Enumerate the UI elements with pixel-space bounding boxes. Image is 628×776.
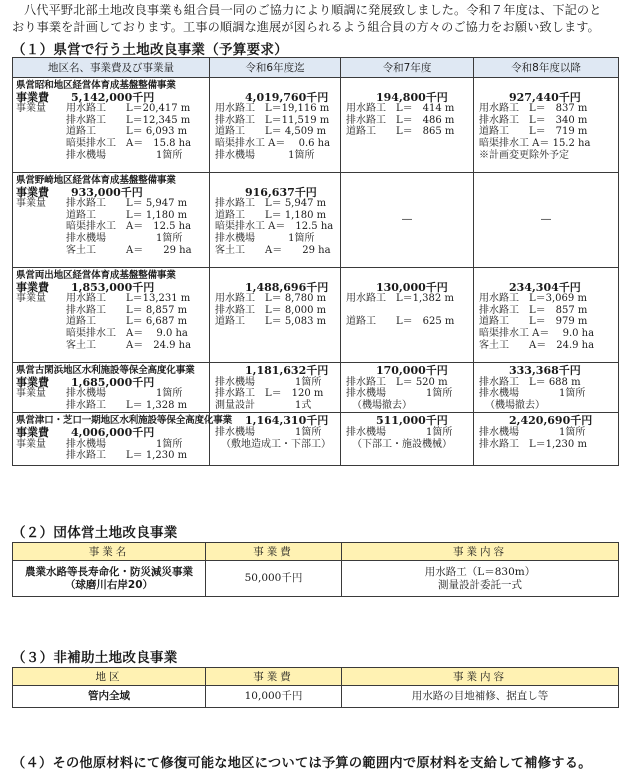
cell-line: [477, 450, 615, 462]
group-project-table: [12, 542, 619, 597]
non-subsidy-table: [12, 667, 619, 708]
cell-c2: [210, 363, 341, 413]
cell-c3: [341, 268, 474, 363]
table-row: [13, 268, 619, 363]
cell-line: 511,000千円: [376, 414, 448, 428]
cell-line: 排水機場 1箇所: [215, 376, 322, 388]
cell-line: [213, 80, 337, 92]
cell-line: 事業費 5,142,000千円: [16, 90, 155, 104]
cell-c1: [13, 78, 210, 173]
cell-line: 客土工 A＝ 29 ha: [215, 244, 331, 256]
cell-c1: [13, 363, 210, 413]
cell-line: 排水路工 L＝ 8,857 m: [16, 304, 188, 316]
cell-line: 事業費 1,853,000千円: [16, 280, 155, 294]
cell-line: 暗渠排水工 A＝ 9.0 ha: [16, 327, 188, 339]
header-area: 地区: [13, 668, 206, 686]
cell-line: 事業量 排水機場 1箇所: [16, 438, 183, 450]
cell-line: 170,000千円: [376, 364, 448, 377]
cell-line: 排水機場 1箇所: [215, 149, 315, 161]
project-name-line2: （球磨川右岸20）: [64, 578, 154, 591]
cell-line: [477, 80, 615, 92]
cell-line: 排水機場 1箇所: [346, 388, 453, 400]
cell-line: 道路工 L＝ 625 m: [346, 316, 455, 328]
cell-line: 事業費 933,000千円: [16, 185, 143, 199]
cell-line: 1,164,310千円: [245, 414, 329, 428]
cell-line: [344, 270, 470, 282]
cell-line: [344, 150, 470, 162]
intro-line-1: 八代平野北部土地改良事業も組合員一同のご協力により順調に発展致しました。令和７年度は、下記のと: [24, 3, 602, 17]
cell-c1: [13, 413, 233, 466]
table-header-row: [13, 58, 619, 78]
cell-line: 客土工 A＝ 29 ha: [16, 244, 192, 256]
table-row: [13, 363, 619, 413]
cell-c3: ―: [341, 173, 474, 268]
project-content-cell: [342, 561, 619, 597]
cell-line: [344, 340, 470, 352]
cell-line: 用水路工 L＝1,382 m: [346, 293, 454, 305]
cell-line: [213, 328, 337, 340]
district-name: 県営昭和地区経営体育成基盤整備事業: [16, 80, 176, 91]
cell-line: 測量設計 1式: [215, 399, 312, 411]
cell-line: ※計画変更除外予定: [479, 149, 569, 161]
cell-line: 排水路工 L＝ 5,947 m: [215, 198, 327, 210]
cell-c1: [13, 173, 210, 268]
cell-line: 用水路工 L＝ 837 m: [479, 103, 588, 115]
header-cost: 事業費: [206, 668, 342, 686]
cell-line: 事業費 4,006,000千円: [16, 425, 155, 439]
intro-paragraph: [12, 2, 618, 36]
cell-line: [344, 328, 470, 340]
cell-line: 333,368千円: [509, 364, 581, 377]
cell-line: [344, 305, 470, 317]
cell-line: 道路工 L＝ 719 m: [479, 126, 588, 138]
cell-line: 2,420,690千円: [509, 414, 593, 428]
cell-line: 排水路工 L＝ 520 m: [346, 376, 448, 388]
cell-line: 客土工 A＝ 24.9 ha: [16, 339, 192, 351]
cell-c4: [474, 413, 619, 466]
intro-line-2: おり事業を計画しております。工事の順調な進展が図られるよう組合員の方々のご協力をお願い致します。: [12, 20, 600, 34]
cell-line: [213, 270, 337, 282]
cell-line: [213, 450, 337, 462]
cell-line: 暗渠排水工 A＝ 15.2 ha: [479, 137, 591, 149]
section1-title: （１）県営で行う土地改良事業（予算要求）: [12, 42, 288, 58]
project-content-line2: 測量設計委託一式: [438, 578, 522, 591]
cell-line: 排水路工 L＝ 1,328 m: [16, 399, 188, 411]
cell-line: （機場撤去）: [485, 399, 545, 411]
cell-line: 排水機場 1箇所: [479, 388, 586, 400]
cell-line: 暗渠排水工 A＝ 0.6 ha: [215, 137, 331, 149]
cell-line: 排水路工 L＝ 1,230 m: [16, 450, 188, 462]
cell-c2: [210, 173, 341, 268]
cell-line: （下部工・施設機械）: [352, 438, 452, 450]
district-name: 県営両出地区経営体育成基盤整備事業: [16, 270, 176, 281]
cell-line: [344, 80, 470, 92]
cell-line: 事業量 排水路工 L＝ 5,947 m: [16, 198, 188, 210]
section3-title: （３）非補助土地改良事業: [12, 650, 178, 666]
section2-title: （２）団体営土地改良事業: [12, 525, 178, 541]
content-cell: 用水路の目地補修、据直し等: [342, 686, 619, 708]
cell-line: 用水路工 L＝3,069 m: [479, 293, 587, 305]
table-header-row: [13, 543, 619, 561]
cell-line: 1,488,696千円: [245, 280, 329, 294]
cell-line: 排水路工 L＝1,230 m: [479, 438, 587, 450]
table-row: [13, 413, 619, 466]
cell-line: 用水路工 L＝ 8,780 m: [215, 293, 327, 305]
cell-line: 排水路工 L＝ 688 m: [479, 376, 581, 388]
cell-line: 4,019,760千円: [245, 90, 329, 104]
cost-cell: 10,000千円: [206, 686, 342, 708]
cell-line: 暗渠排水工 A＝ 15.8 ha: [16, 137, 192, 149]
cell-line: 排水路工 L＝ 120 m: [215, 388, 324, 400]
district-name: 県営津口・芝口一期地区水利施設等保全高度化事業: [16, 415, 233, 427]
project-content-line1: 用水路工（L＝830m）: [424, 565, 536, 578]
cell-c3: [341, 78, 474, 173]
header-content: 事業内容: [342, 668, 619, 686]
district-name: 県営野崎地区経営体育成基盤整備事業: [16, 175, 176, 186]
cell-line: [213, 340, 337, 352]
cell-line: 排水路工 L＝ 486 m: [346, 114, 455, 126]
cell-line: 客土工 A＝ 24.9 ha: [479, 339, 595, 351]
header-r8: 令和8年度以降: [474, 58, 619, 78]
cell-c4: ―: [474, 173, 619, 268]
cell-line: （機場撤去）: [352, 399, 412, 411]
cell-line: 事業量 用水路工 L＝13,231 m: [16, 293, 191, 305]
cell-line: 用水路工 L＝19,116 m: [215, 103, 330, 115]
cell-c3: [341, 413, 474, 466]
cell-line: 道路工 L＝ 1,180 m: [16, 209, 188, 221]
table-row: [13, 686, 619, 708]
district-name: 県営古閑浜地区水利施設等保全高度化事業: [16, 365, 195, 376]
cell-line: 暗渠排水工 A＝ 12.5 ha: [16, 221, 192, 233]
cell-c3: [341, 363, 474, 413]
header-cost: 事業費: [206, 543, 342, 561]
cell-line: 排水機場 1箇所: [16, 149, 183, 161]
cell-line: 道路工 L＝ 5,083 m: [215, 316, 327, 328]
cell-line: 排水路工 L＝ 857 m: [479, 304, 588, 316]
table-row: [13, 173, 619, 268]
table-header-row: [13, 668, 619, 686]
project-cost: 50,000千円: [206, 561, 342, 597]
cell-line: 道路工 L＝ 1,180 m: [215, 209, 327, 221]
header-r6: 令和6年度迄: [210, 58, 341, 78]
cell-line: （敷地造成工・下部工）: [221, 438, 331, 450]
cell-c1: [13, 268, 210, 363]
cell-line: 130,000千円: [376, 280, 448, 294]
cell-line: 916,637千円: [245, 185, 317, 199]
cell-line: 道路工 L＝ 979 m: [479, 316, 588, 328]
header-district: 地区名、事業費及び事業量: [13, 58, 210, 78]
cell-line: 排水路工 L＝12,345 m: [16, 114, 191, 126]
cell-c4: [474, 78, 619, 173]
cell-line: [344, 138, 470, 150]
cell-line: 排水路工 L＝ 340 m: [479, 114, 588, 126]
cell-line: 1,181,632千円: [245, 364, 329, 377]
cell-line: 排水機場 1箇所: [215, 232, 315, 244]
section4-title: （４）その他原材料にて修復可能な地区については予算の範囲内で原材料を支給して補修する。: [12, 756, 592, 771]
cell-c2: [210, 78, 341, 173]
cell-line: 道路工 L＝ 865 m: [346, 126, 455, 138]
cell-line: 事業費 1,685,000千円: [16, 375, 155, 389]
header-project-name: 事業名: [13, 543, 206, 561]
cell-line: 234,304千円: [509, 280, 581, 294]
cell-line: 排水機場 1箇所: [215, 426, 322, 438]
cell-line: 暗渠排水工 A＝ 12.5 ha: [215, 221, 334, 233]
cell-line: 排水路工 L＝11,519 m: [215, 114, 330, 126]
table-row: [13, 561, 619, 597]
cell-line: 暗渠排水工 A＝ 9.0 ha: [479, 327, 595, 339]
cell-line: 927,440千円: [509, 90, 581, 104]
cell-line: 排水路工 L＝ 8,000 m: [215, 304, 327, 316]
cell-line: 194,800千円: [376, 90, 448, 104]
cell-c4: [474, 268, 619, 363]
cell-line: 排水機場 1箇所: [346, 426, 453, 438]
cell-line: 道路工 L＝ 6,687 m: [16, 316, 188, 328]
cell-line: 事業量 用水路工 L＝20,417 m: [16, 103, 191, 115]
project-name-line1: 農業水路等長寿命化・防災減災事業: [25, 565, 193, 578]
cell-line: 用水路工 L＝ 414 m: [346, 103, 455, 115]
cell-line: 排水機場 1箇所: [16, 232, 183, 244]
cell-line: 排水機場 1箇所: [479, 426, 586, 438]
cell-line: 道路工 L＝ 4,509 m: [215, 126, 327, 138]
table-row: [13, 78, 619, 173]
header-content: 事業内容: [342, 543, 619, 561]
cell-line: [344, 450, 470, 462]
cell-line: [477, 270, 615, 282]
cell-line: 事業量 排水機場 1箇所: [16, 388, 183, 400]
project-name-cell: [13, 561, 206, 597]
cell-line: [213, 175, 337, 187]
cell-c2: [210, 268, 341, 363]
header-r7: 令和7年度: [341, 58, 474, 78]
cell-c4: [474, 363, 619, 413]
cell-line: 道路工 L＝ 6,093 m: [16, 126, 188, 138]
prefectural-project-table: [12, 57, 619, 466]
area-cell: 管内全域: [13, 686, 206, 708]
